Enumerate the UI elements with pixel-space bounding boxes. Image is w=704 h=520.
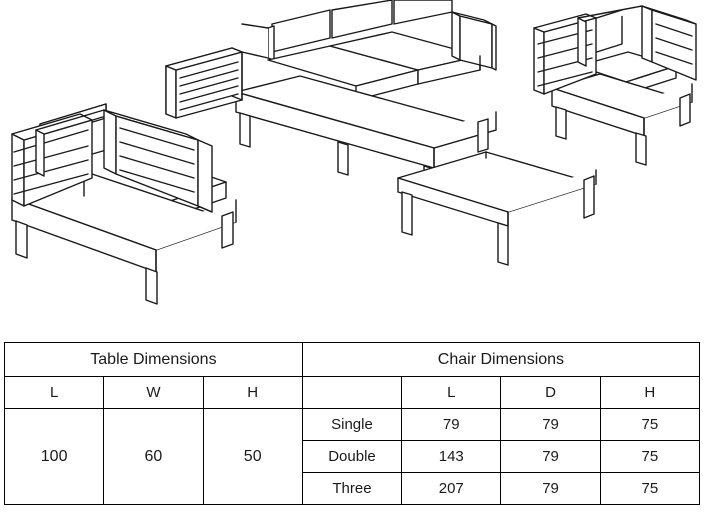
chair-row-label-single: Single xyxy=(302,409,401,441)
dimensions-table xyxy=(4,342,700,505)
chair-double-d: 79 xyxy=(501,441,600,473)
table-value-l: 100 xyxy=(5,409,104,505)
coffee-table xyxy=(398,152,596,265)
chair-three-h: 75 xyxy=(600,473,699,505)
table-value-w: 60 xyxy=(104,409,203,505)
armchair-left xyxy=(12,104,236,304)
dimensions-table-container xyxy=(4,342,700,505)
chair-row-label-three: Three xyxy=(302,473,401,505)
table-col-w: W xyxy=(104,377,203,409)
chair-single-h: 75 xyxy=(600,409,699,441)
chair-double-h: 75 xyxy=(600,441,699,473)
table-col-l: L xyxy=(5,377,104,409)
table-col-h: H xyxy=(203,377,302,409)
chair-three-l: 207 xyxy=(402,473,501,505)
chair-single-d: 79 xyxy=(501,409,600,441)
chair-col-l: L xyxy=(402,377,501,409)
table-value-h: 50 xyxy=(203,409,302,505)
table-row xyxy=(5,377,700,409)
armchair-right xyxy=(534,6,696,165)
chair-double-l: 143 xyxy=(402,441,501,473)
table-row xyxy=(5,343,700,377)
chair-three-d: 79 xyxy=(501,473,600,505)
chair-col-d: D xyxy=(501,377,600,409)
table-dimensions-header: Table Dimensions xyxy=(5,343,303,377)
chair-col-blank xyxy=(302,377,401,409)
chair-col-h: H xyxy=(600,377,699,409)
chair-single-l: 79 xyxy=(402,409,501,441)
chair-row-label-double: Double xyxy=(302,441,401,473)
table-row xyxy=(5,409,700,441)
chair-dimensions-header: Chair Dimensions xyxy=(302,343,699,377)
